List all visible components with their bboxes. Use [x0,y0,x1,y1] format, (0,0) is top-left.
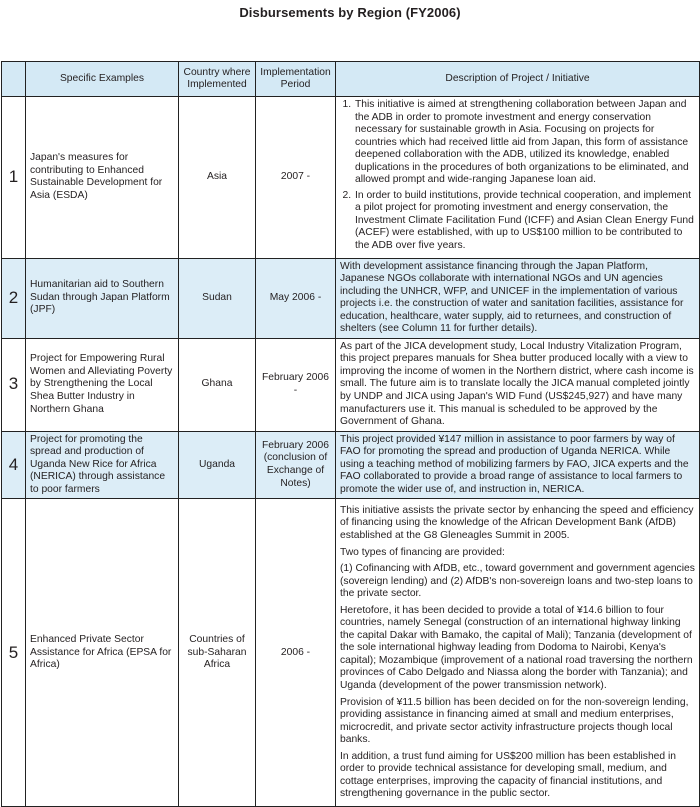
specific-example: Humanitarian aid to Southern Sudan through Japan Platform (JPF) [26,258,179,338]
country: Ghana [179,338,256,431]
implementation-period: February 2006 (conclusion of Exchange of Notes) [256,431,336,499]
country: Sudan [179,258,256,338]
row-number: 3 [2,338,26,431]
table-header-row [2,62,700,97]
header-specific-examples: Specific Examples [26,62,179,97]
description-paragraph: As part of the JICA development study, Local Industry Vitalization Program, this project prepares manuals for Shea butter produced locally with a view to improving the income of women in the Northern district, where cash income is small. The future aim is to translate locally the JICA manual completed jointly by UNDP and JICA using Japan's WID Fund (US$245,927) and have many manufacturers use it. This manual is scheduled to be approved by the Government of Ghana. [340,340,694,428]
table-row [2,97,700,259]
implementation-period: February 2006 - [256,338,336,431]
row-number: 2 [2,258,26,338]
disbursements-table [1,61,700,807]
table-row [2,499,700,807]
header-number [2,62,26,97]
description-paragraph: This initiative assists the private sector by enhancing the speed and efficiency of financing using the knowledge of the African Development Bank (AfDB) established at the G8 Gleneagles Summit in 2005. [340,504,694,541]
row-number: 5 [2,499,26,807]
table-row [2,338,700,431]
header-implementation-period: Implementation Period [256,62,336,97]
table-row [2,258,700,338]
implementation-period: May 2006 - [256,258,336,338]
specific-example: Project for Empowering Rural Women and Alleviating Poverty by Strengthening the Local Shea Butter Industry in Northern Ghana [26,338,179,431]
description-paragraph: (1) Cofinancing with AfDB, etc., toward government and government agencies (sovereign lending) and (2) AfDB's non-sovereign loans and two-step loans to the private sector. [340,563,695,600]
specific-example: Project for promoting the spread and production of Uganda New Rice for Africa (NERICA) through assistance to poor farmers [26,431,179,499]
specific-example: Japan's measures for contributing to Enhanced Sustainable Development for Asia (ESDA) [26,97,179,259]
table-row [2,431,700,499]
description-paragraph: In addition, a trust fund aiming for US$200 million has been established in order to provide technical assistance for developing small, medium, and cottage enterprises, improving the capacity of financial institutions, and strengthening governance in the public sector. [340,750,676,800]
description-list [340,99,695,253]
specific-example: Enhanced Private Sector Assistance for Africa (EPSA for Africa) [26,499,179,807]
description-item: 1. This initiative is aimed at strengthening collaboration between Japan and the ADB in order to promote investment and energy conservation necessary for sustainable growth in Asia. Focusing on projects for countries which had received little aid from Japan, this form of assistance deepened collaboration with the ADB, utilized its knowledge, enabled duplications in the procedures of both organizations to be eliminated, and allowed prompt and wide-ranging Japanese loan aid. [354,99,695,187]
description [336,338,700,431]
description [336,499,700,807]
description [336,97,700,259]
implementation-period: 2006 - [256,499,336,807]
description-paragraph: This project provided ¥147 million in assistance to poor farmers by way of FAO for promoting the spread and production of Uganda NERICA. While using a teaching method of mobilizing farmers by FAO, JICA experts and the FAO collaborated to provide a broad range of assistance to local farmers to promote the wider use of, and instruction in, NERICA. [340,433,689,495]
description-paragraph: Two types of financing are provided: [340,546,505,558]
header-description: Description of Project / Initiative [336,62,700,97]
country: Asia [179,97,256,259]
country: Countries of sub-Saharan Africa [179,499,256,807]
implementation-period: 2007 - [256,97,336,259]
country: Uganda [179,431,256,499]
description-item: 2. In order to build institutions, provide technical cooperation, and implement a pilot project for promoting investment and energy conservation, the Investment Climate Facilitation Fund (ICFF) and Asian Clean Energy Fund (ACEF) were established, with up to US$100 million to be contributed to the ADB over five years. [354,190,695,253]
description-paragraph: Provision of ¥11.5 billion has been decided on for the non-sovereign lending, providing assistance in financing aimed at small and medium enterprises, microcredit, and private sector activity infrastructure projects though local banks. [340,696,689,746]
row-number: 4 [2,431,26,499]
description [336,431,700,499]
row-number: 1 [2,97,26,259]
page-title: Disbursements by Region (FY2006) [239,5,461,20]
description [336,258,700,338]
header-country: Country where Implemented [179,62,256,97]
description-paragraph: With development assistance financing through the Japan Platform, Japanese NGOs collaborate with international NGOs and UN agencies including the UNHCR, WFP, and UNICEF in the implementation of various projects i.e. the construction of water and sanitation facilities, assistance for education, healthcare, water supply, aid to returnees, and construction of shelters (see Column 11 for further details). [340,260,684,335]
description-paragraph: Heretofore, it has been decided to provide a total of ¥14.6 billion to four countries, namely Senegal (construction of an international highway linking the capital Dakar with Bamako, the capital of Mali); Tanzania (development of the sole international highway leading from Dodoma to Nairobi, Kenya's capital); Mozambique (improvement of a national road traversing the northern provinces of Cabo Delgado and Niassa along the border with Tanzania); and Uganda (development of the power transmission network). [340,604,693,691]
